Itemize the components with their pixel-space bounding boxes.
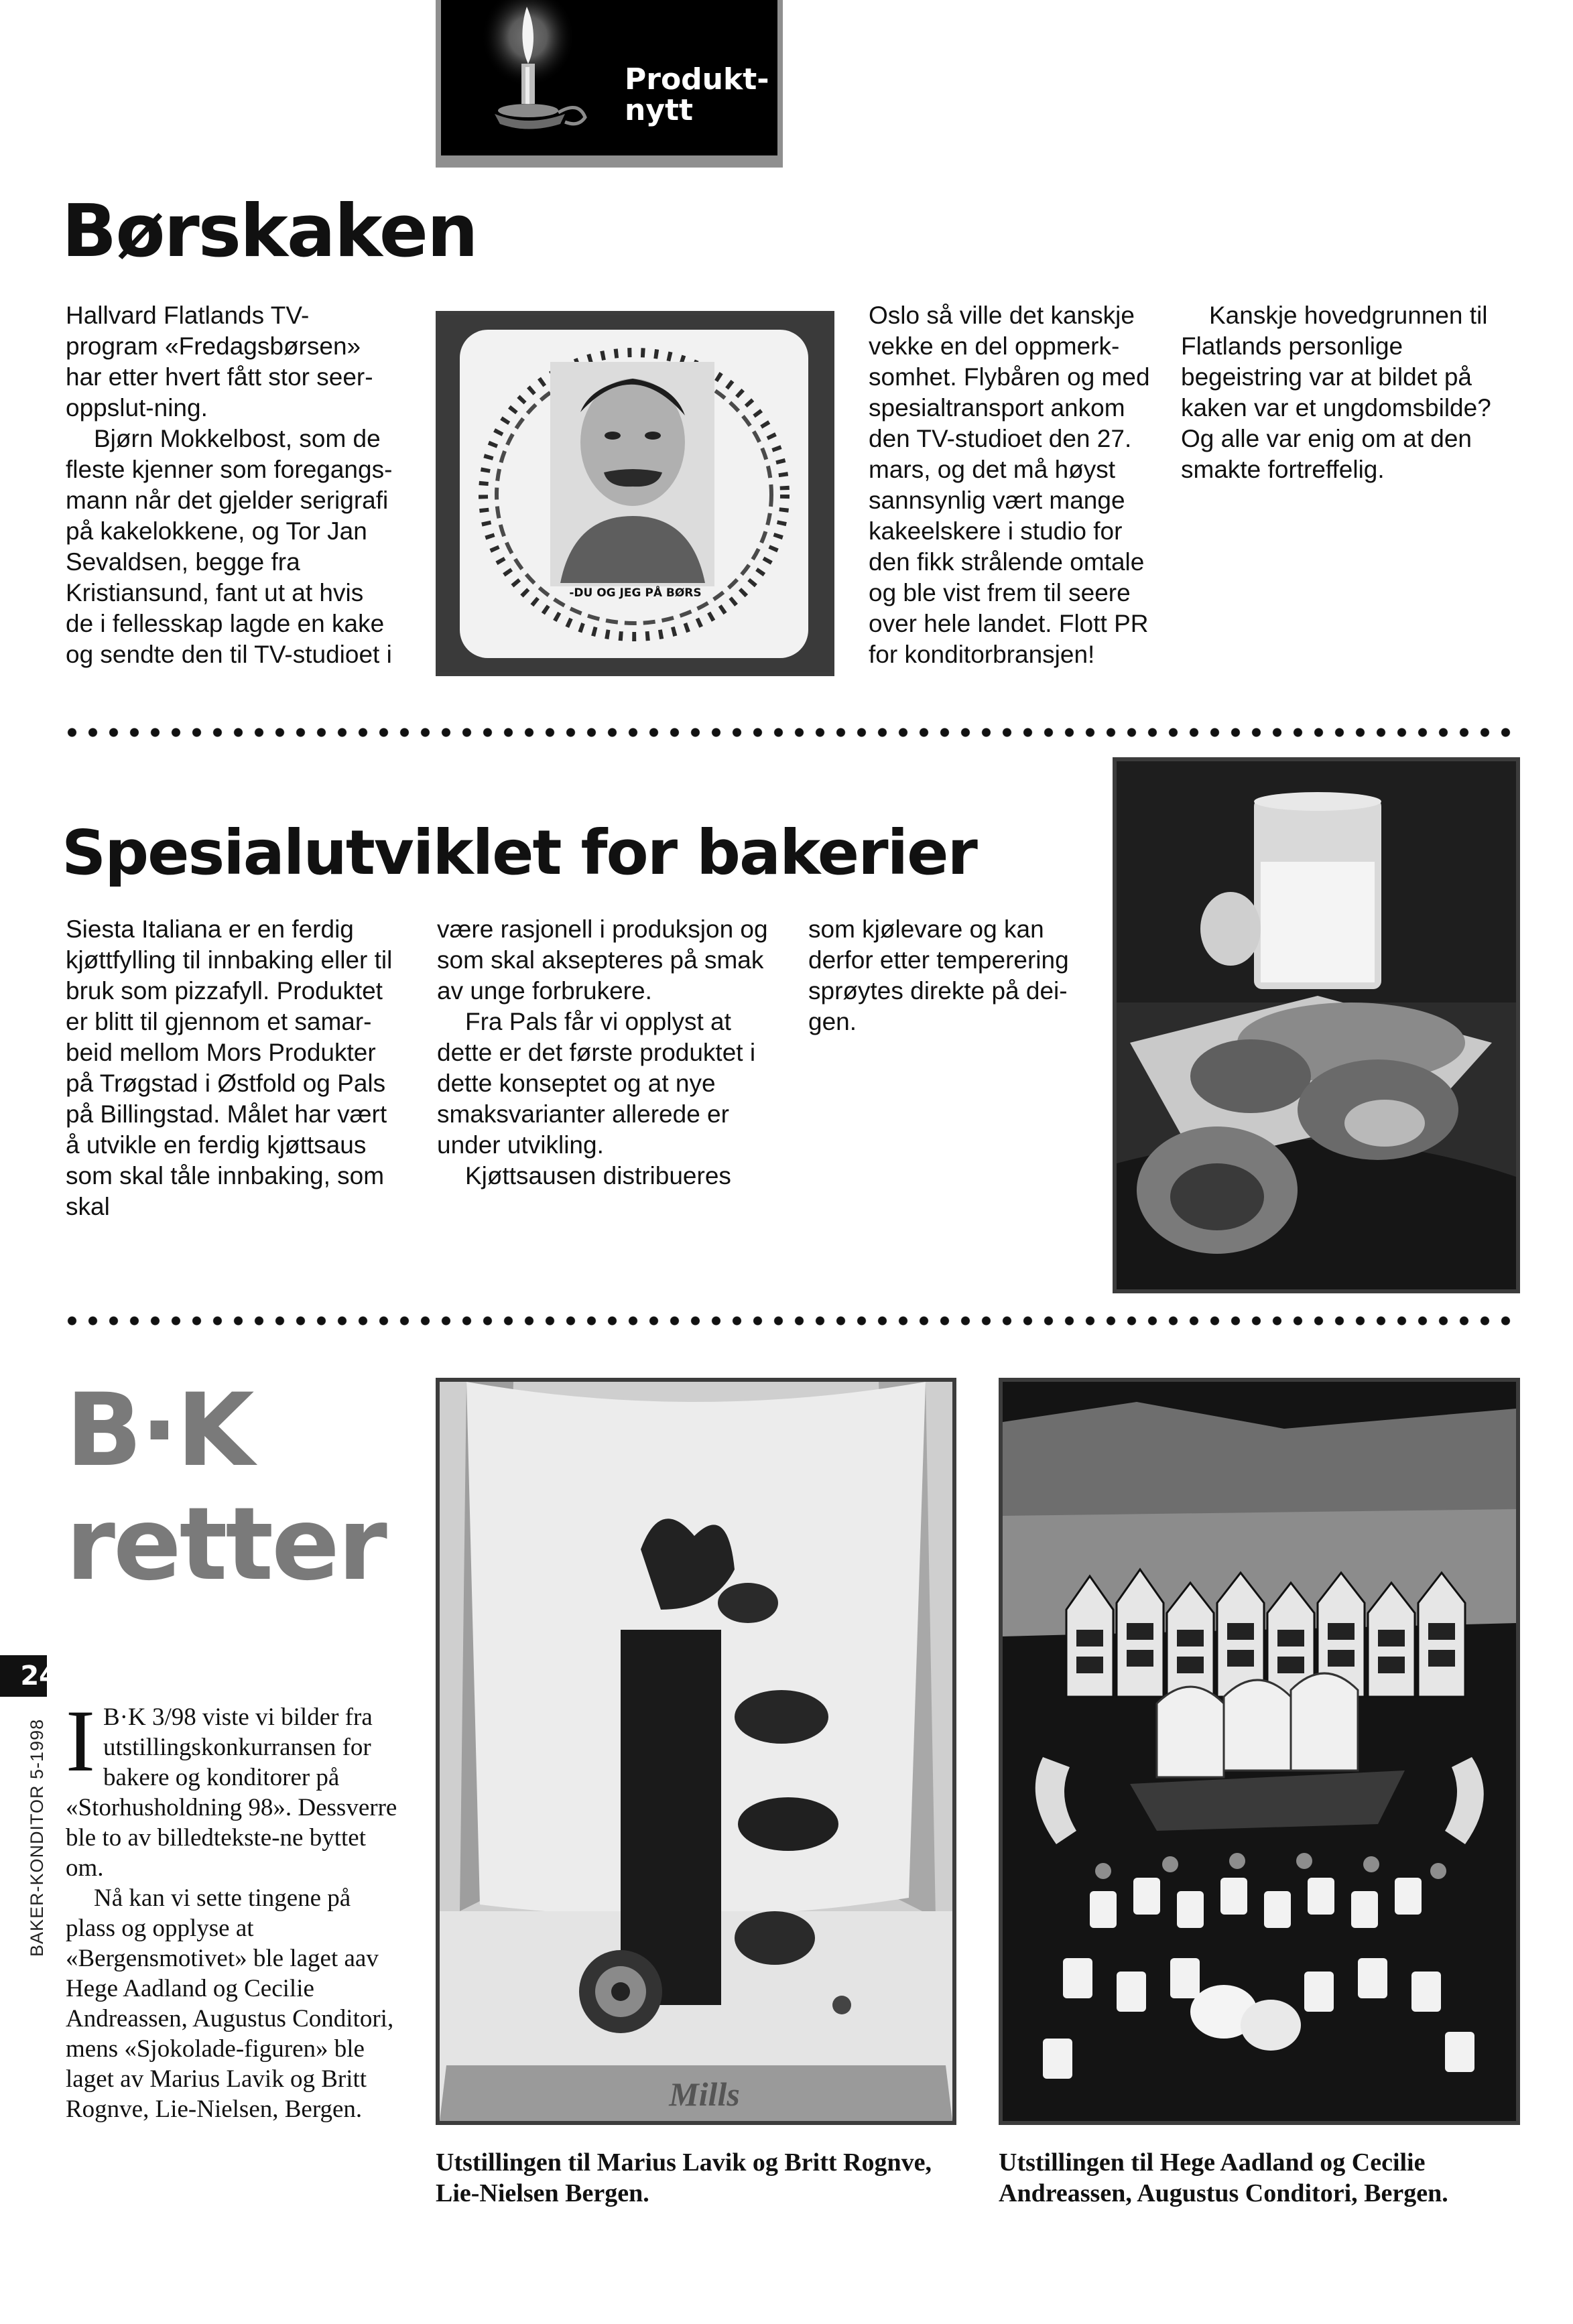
article1-column1 [66, 300, 394, 670]
article3-title-line1: B·K [66, 1372, 253, 1489]
cake-text: -DU OG JEG PÅ BØRS [569, 586, 702, 600]
article3-title-line2: retter [66, 1486, 385, 1603]
article1-column2 [869, 300, 1170, 670]
article2-col2-para1: være rasjonell i produksjon og som skal aksepteres på smak av unge forbrukere. [437, 915, 768, 1005]
article1-col2-para1: Oslo så ville det kanskje vekke en del oppmerk-somhet. Flybåren og med spesialtransport ankom den TV-studioet den 27. mars, og det må høyst sannsynlig vært mange kakeelskere i studio for den fikk strålende omtale og ble vist frem til seere over hele landet. Flott PR for konditorbransjen! [869, 302, 1150, 668]
article2-col3-para: som kjølevare og kan derfor etter temperering sprøytes direkte på dei-gen. [808, 915, 1069, 1035]
dotted-divider [62, 1316, 1519, 1326]
article2-column2 [437, 914, 779, 1191]
cake-photo [436, 311, 834, 676]
article2-col2-para3: Kjøttsausen distribueres [465, 1162, 731, 1189]
article3-para2: Nå kan vi sette tingene på plass og opplyse at «Bergensmotivet» ble laget aav Hege Aadland og Cecilie Andreassen, Augustus Conditori, mens «Sjokolade-figuren» ble laget av Marius Lavik og Britt Rognve, Lie-Nielsen, Bergen. [66, 1884, 394, 2123]
chocolate-figure-photo [436, 1378, 956, 2125]
article1-col1-para1: Hallvard Flatlands TV-program «Fredagsbørsen» har etter hvert fått stor seer-oppslut-ning. [66, 302, 373, 422]
pastry-photo [1113, 757, 1520, 1293]
article3-title [66, 1374, 385, 1602]
article2-col2-para2: Fra Pals får vi opplyst at dette er det første produktet i dette konseptet og at nye smaksvarianter allerede er under utvikling. [437, 1008, 756, 1159]
caption-photo1: Utstillingen til Marius Lavik og Britt Rognve, Lie-Nielsen Bergen. [436, 2148, 932, 2207]
article1-title: Børskaken [62, 190, 477, 273]
section-header-box [436, 0, 783, 168]
article2-col1-para: Siesta Italiana er en ferdig kjøttfylling til innbaking eller til bruk som pizzafyll. Produktet er blitt til gjennom et samar-beid mellom Mors Produkter på Trøgstad i Østfold og Pals på Billingstad. Målet har vært å utvikle en ferdig kjøttsaus som skal tåle innbaking, som skal [66, 915, 393, 1220]
section-label: Produkt- nytt [625, 62, 769, 127]
page-number: 24 [20, 1661, 58, 1691]
article3-body [66, 1691, 404, 2124]
article1-col1-para2: Bjørn Mokkelbost, som de fleste kjenner som foregangs-mann når det gjelder serigrafi på kakelokkene, og Tor Jan Sevaldsen, begge fra Kristiansund, fant ut at hvis de i fellesskap lagde en kake og sendte den til TV-studioet i [66, 425, 393, 668]
article2-title: Spesialutviklet for bakerier [62, 817, 977, 889]
article1-column3 [1181, 300, 1523, 485]
dotted-divider [62, 728, 1519, 737]
page-number-tab [0, 1655, 58, 1697]
article2-column1 [66, 914, 401, 1222]
article1-col3-para1: Kanskje hovedgrunnen til Flatlands personlige begeistring var at bildet på kaken var et ungdomsbilde? Og alle var enig om at den smakte fortreffelig. [1181, 302, 1491, 483]
article3-para1 [66, 1691, 404, 1883]
folio-vertical: BAKER-KONDITOR 5-1998 [27, 1718, 47, 1957]
article3-para1-text: B·K 3/98 viste vi bilder fra utstillingskonkurransen for bakere og konditorer på «Storhusholdning 98». Dessverre ble to av billedtekste-ne byttet om. [66, 1703, 397, 1882]
bergen-motif-photo [999, 1378, 1520, 2125]
article3-dropcap: I [66, 1691, 95, 1790]
article2-column3 [808, 914, 1103, 1037]
mills-sign: Mills [669, 2075, 740, 2113]
caption-photo2: Utstillingen til Hege Aadland og Cecilie Andreassen, Augustus Conditori, Bergen. [999, 2148, 1448, 2207]
